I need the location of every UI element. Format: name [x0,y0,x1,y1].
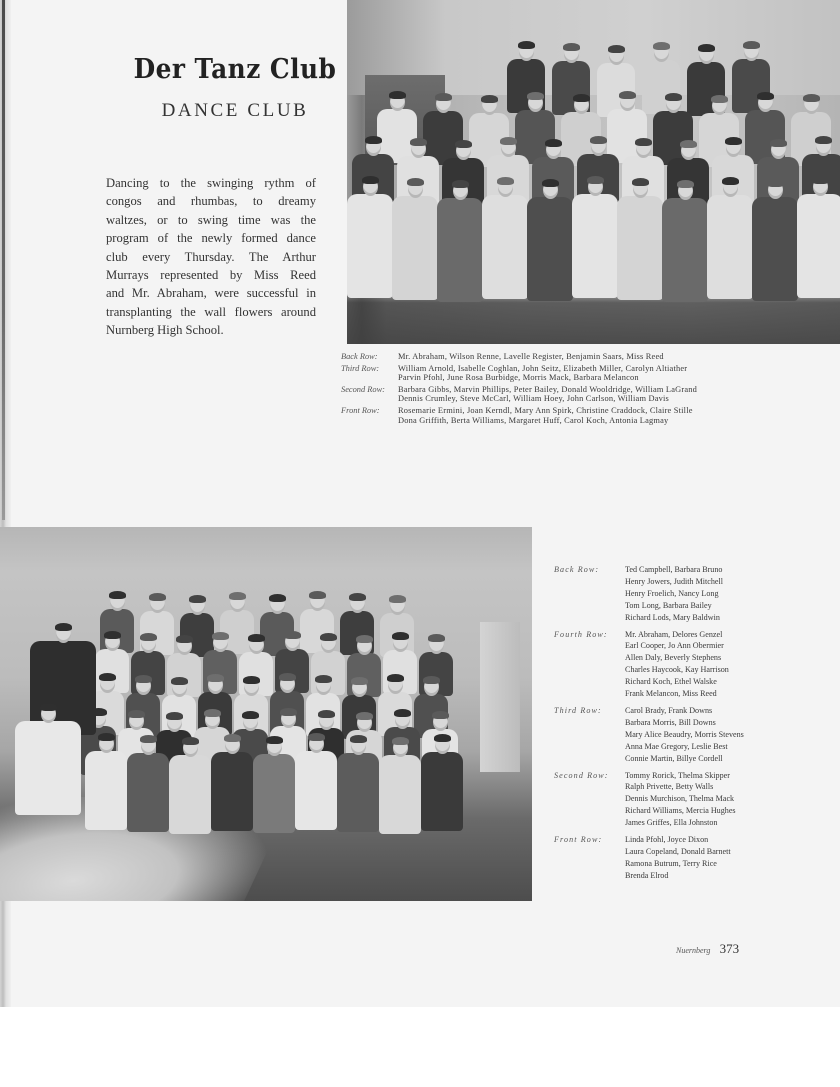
intro-line: congos and rhumbas, to dreamy [106,194,316,209]
caption-names-line: Dona Griffith, Berta Williams, Margaret Huff, Carol Koch, Antonia Lagmay [398,415,669,425]
caption-row-label: Front Row: [554,835,603,845]
caption-names-line: Rosemarie Ermini, Joan Kerndl, Mary Ann Spirk, Christine Craddock, Claire Stille [398,406,693,416]
photo-figure [527,181,573,301]
caption-names-line: Carol Brady, Frank Downs [625,705,713,715]
caption-names-line: Earl Cooper, Jo Ann Obermier [625,641,724,651]
caption-names-line: William Arnold, Isabelle Coghlan, John Seitz, Elizabeth Miller, Carolyn Altiather [398,363,688,373]
intro-line: Nurnberg High School. [106,323,224,338]
caption-row-label: Back Row: [341,352,378,361]
caption-names-line: Laura Copeland, Donald Barnett [625,846,731,856]
caption-row-label: Front Row: [341,406,380,416]
caption-names-line: Tommy Rorick, Thelma Skipper [625,770,730,780]
folio-book-name: Nuernberg [676,946,711,955]
group-photo-top [347,0,840,344]
caption-row-front [554,834,794,882]
caption-row-names [398,385,816,404]
caption-row-label: Second Row: [341,385,385,394]
photo-figure [379,739,421,834]
caption-row-second [554,770,794,830]
caption-names-line: Mary Alice Beaudry, Morris Stevens [625,729,744,739]
intro-line: Murrays represented by Miss Reed [106,268,316,283]
caption-row-label: Third Row: [554,705,602,715]
caption-row-names [398,352,816,361]
caption-row-names [625,564,723,624]
photo-figure [295,735,337,830]
caption-names-line: Ralph Privette, Betty Walls [625,782,714,792]
caption-row-names [625,834,731,882]
caption-row-names [625,705,744,765]
caption-top [341,352,816,427]
photo-pillar [480,622,520,772]
photo-figure [253,738,295,833]
caption-names-line: Mr. Abraham, Wilson Renne, Lavelle Register, Benjamin Saars, Miss Reed [398,352,664,361]
page-title-german: Der Tanz Club [133,54,337,85]
photo-figure [752,181,798,301]
photo-figure [482,179,528,299]
caption-names-line: Brenda Elrod [625,870,669,880]
caption-row-label: Fourth Row: [554,629,608,639]
caption-names-line: Richard Lods, Mary Baldwin [625,612,720,622]
page-number: 373 [719,941,740,956]
photo-figure [169,739,211,834]
photo-figure [211,736,253,831]
caption-names-line: Dennis Murchison, Thelma Mack [625,794,735,804]
photo-figure [337,737,379,832]
caption-row-third [554,705,794,765]
caption-row-label: Third Row: [341,363,380,373]
caption-row-third [341,364,816,383]
photo-figure [127,737,169,832]
photo-figure [437,182,483,302]
intro-line: waltzes, or to swing time was the [106,212,316,227]
intro-paragraph [106,174,316,340]
caption-names-line: Henry Jowers, Judith Mitchell [625,576,724,586]
caption-names-line: Tom Long, Barbara Bailey [625,600,712,610]
caption-names-line: Ramona Butrum, Terry Rice [625,858,717,868]
caption-row-back [341,352,816,361]
page-folio [676,941,786,957]
caption-names-line: Henry Froelich, Nancy Long [625,588,719,598]
caption-names-line: Richard Koch, Ethel Walske [625,677,717,687]
caption-names-line: Barbara Morris, Bill Downs [625,717,716,727]
photo-figure [707,179,753,299]
photo-figure [572,178,618,298]
caption-names-line: Charles Haycook, Kay Harrison [625,665,729,675]
photo-figure [15,705,81,815]
caption-row-front [341,406,816,425]
page-title-english: DANCE CLUB [161,100,309,121]
caption-row-label: Back Row: [554,565,600,574]
caption-names-line: Parvin Pfohl, June Rosa Burbidge, Morris Mack, Barbara Melancon [398,373,639,383]
intro-line: club every Thursday. The Arthur [106,249,316,264]
intro-line: program of the newly formed dance [106,231,316,246]
caption-row-names [625,770,736,830]
photo-figure [662,182,708,302]
caption-row-names [625,629,729,700]
caption-row-names [398,364,816,383]
caption-names-line: James Griffes, Ella Johnston [625,818,718,828]
caption-names-line: Dennis Crumley, Steve McCarl, William Hoey, John Carlson, William Davis [398,394,670,404]
caption-row-names [398,406,816,425]
intro-line: Dancing to the swinging rythm of [106,176,316,190]
caption-names-line: Ted Campbell, Barbara Bruno [625,565,723,574]
caption-names-line: Barbara Gibbs, Marvin Phillips, Peter Bailey, Donald Wooldridge, William LaGrand [398,385,698,394]
intro-line: transplanting the wall flowers around [106,304,316,319]
caption-names-line: Richard Williams, Mercia Hughes [625,806,736,816]
caption-row-fourth [554,629,794,700]
photo-figure [617,180,663,300]
photo-figure [421,736,463,831]
caption-names-line: Allen Daly, Beverly Stephens [625,653,722,663]
photo-figure [797,178,840,298]
intro-line: and Mr. Abraham, were successful in [106,286,316,301]
photo-figure [347,178,393,298]
caption-names-line: Connie Martin, Billye Cordell [625,753,723,763]
caption-names-line: Frank Melancon, Miss Reed [625,689,717,699]
caption-row-second [341,385,816,404]
group-photo-bottom [0,527,532,901]
caption-names-line: Mr. Abraham, Delores Genzel [625,629,723,639]
caption-names-line: Anna Mae Gregory, Leslie Best [625,741,728,751]
caption-row-label: Second Row: [554,770,609,780]
caption-names-line: Linda Pfohl, Joyce Dixon [625,835,709,845]
photo-figure [85,735,127,830]
caption-row-back [554,564,794,624]
photo-figure [392,180,438,300]
caption-bottom [554,564,794,887]
